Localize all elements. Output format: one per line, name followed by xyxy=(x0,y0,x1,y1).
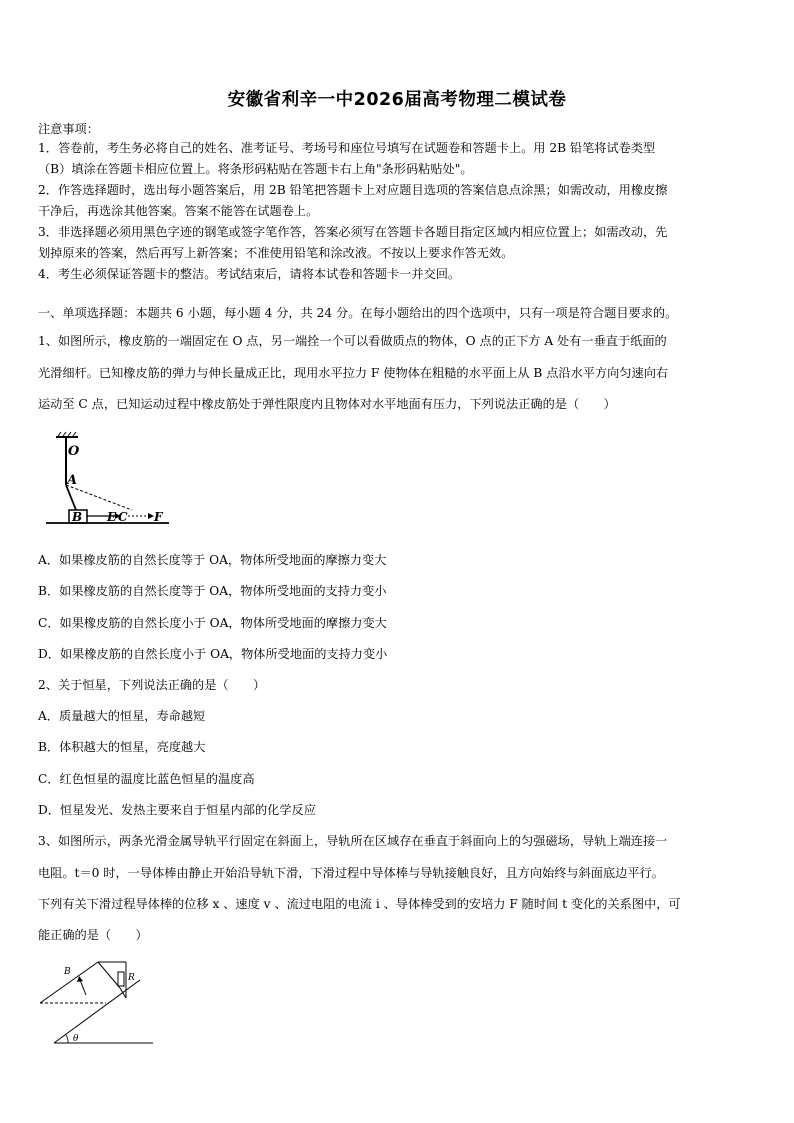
q1-stem-line: 光滑细杆。已知橡皮筋的弹力与伸长量成正比，现用水平拉力 F 使物体在粗糙的水平面上从 B 点沿水平方向匀速向右 xyxy=(38,366,669,380)
page-title: 安徽省利辛一中2026届高考物理二模试卷 xyxy=(227,90,567,110)
figure-label-o: O xyxy=(68,444,80,459)
q1-option-a: A．如果橡皮筋的自然长度等于 OA，物体所受地面的摩擦力变大 xyxy=(38,553,387,567)
q2-option-c: C．红色恒星的温度比蓝色恒星的温度高 xyxy=(38,772,255,786)
q1-figure xyxy=(44,430,174,530)
q3-stem-line: 能正确的是（ ） xyxy=(38,928,148,942)
q3-stem-line: 下列有关下滑过程导体棒的位移 x 、速度 v 、流过电阻的电流 i 、导体棒受到的安培力 F 随时间 t 变化的关系图中，可 xyxy=(38,897,681,911)
notice-line: （B）填涂在答题卡相应位置上。将条形码粘贴在答题卡右上角"条形码粘贴处"。 xyxy=(38,162,473,176)
figure-label-f: F xyxy=(154,510,163,524)
notice-heading: 注意事项： xyxy=(38,122,99,136)
q1-option-b: B．如果橡皮筋的自然长度等于 OA，物体所受地面的支持力变小 xyxy=(38,584,387,598)
q1-stem-line: 1、如图所示，橡皮筋的一端固定在 O 点，另一端拴一个可以看做质点的物体，O 点的正下方 A 处有一垂直于纸面的 xyxy=(38,334,667,348)
q1-option-c: C．如果橡皮筋的自然长度小于 OA，物体所受地面的摩擦力变大 xyxy=(38,616,387,630)
notice-line: 划掉原来的答案，然后再写上新答案；不准使用铅笔和涂改液。不按以上要求作答无效。 xyxy=(38,246,514,260)
figure-label-r: R xyxy=(128,973,135,983)
q1-option-d: D．如果橡皮筋的自然长度小于 OA，物体所受地面的支持力变小 xyxy=(38,647,388,661)
figure-label-a: A xyxy=(67,473,78,488)
q2-option-b: B．体积越大的恒星，亮度越大 xyxy=(38,740,206,754)
figure-label-c: C xyxy=(118,510,128,524)
q2-option-a: A．质量越大的恒星，寿命越短 xyxy=(38,709,206,723)
figure-label-b: B xyxy=(72,510,83,524)
q3-figure xyxy=(38,960,158,1048)
figure-label-theta: θ xyxy=(73,1034,79,1044)
figure-label-b: B xyxy=(64,967,71,977)
q2-option-d: D．恒星发光、发热主要来自于恒星内部的化学反应 xyxy=(38,803,316,817)
section-heading: 一、单项选择题：本题共 6 小题，每小题 4 分，共 24 分。在每小题给出的四个选项中，只有一项是符合题目要求的。 xyxy=(38,306,678,320)
q2-stem: 2、关于恒星，下列说法正确的是（ ） xyxy=(38,678,266,692)
figure-label-e: E xyxy=(107,510,117,524)
notice-line: 干净后，再选涂其他答案。答案不能答在试题卷上。 xyxy=(38,204,319,218)
notice-line: 3．非选择题必须用黑色字迹的钢笔或签字笔作答，答案必须写在答题卡各题目指定区域内相应位置上；如需改动，先 xyxy=(38,225,668,239)
notice-line: 1．答卷前，考生务必将自己的姓名、准考证号、考场号和座位号填写在试题卷和答题卡上。用 2B 铅笔将试卷类型 xyxy=(38,141,656,155)
q1-stem-line: 运动至 C 点，已知运动过程中橡皮筋处于弹性限度内且物体对水平地面有压力，下列说法正确的是（ ） xyxy=(38,397,616,411)
q3-stem-line: 电阻。t＝0 时，一导体棒由静止开始沿导轨下滑，下滑过程中导体棒与导轨接触良好，且方向始终与斜面底边平行。 xyxy=(38,866,664,880)
notice-line: 4．考生必须保证答题卡的整洁。考试结束后，请将本试卷和答题卡一并交回。 xyxy=(38,267,461,281)
notice-line: 2．作答选择题时，选出每小题答案后，用 2B 铅笔把答题卡上对应题目选项的答案信息点涂黑；如需改动，用橡皮擦 xyxy=(38,183,668,197)
q3-stem-line: 3、如图所示，两条光滑金属导轨平行固定在斜面上，导轨所在区域存在垂直于斜面向上的匀强磁场，导轨上端连接一 xyxy=(38,834,668,848)
